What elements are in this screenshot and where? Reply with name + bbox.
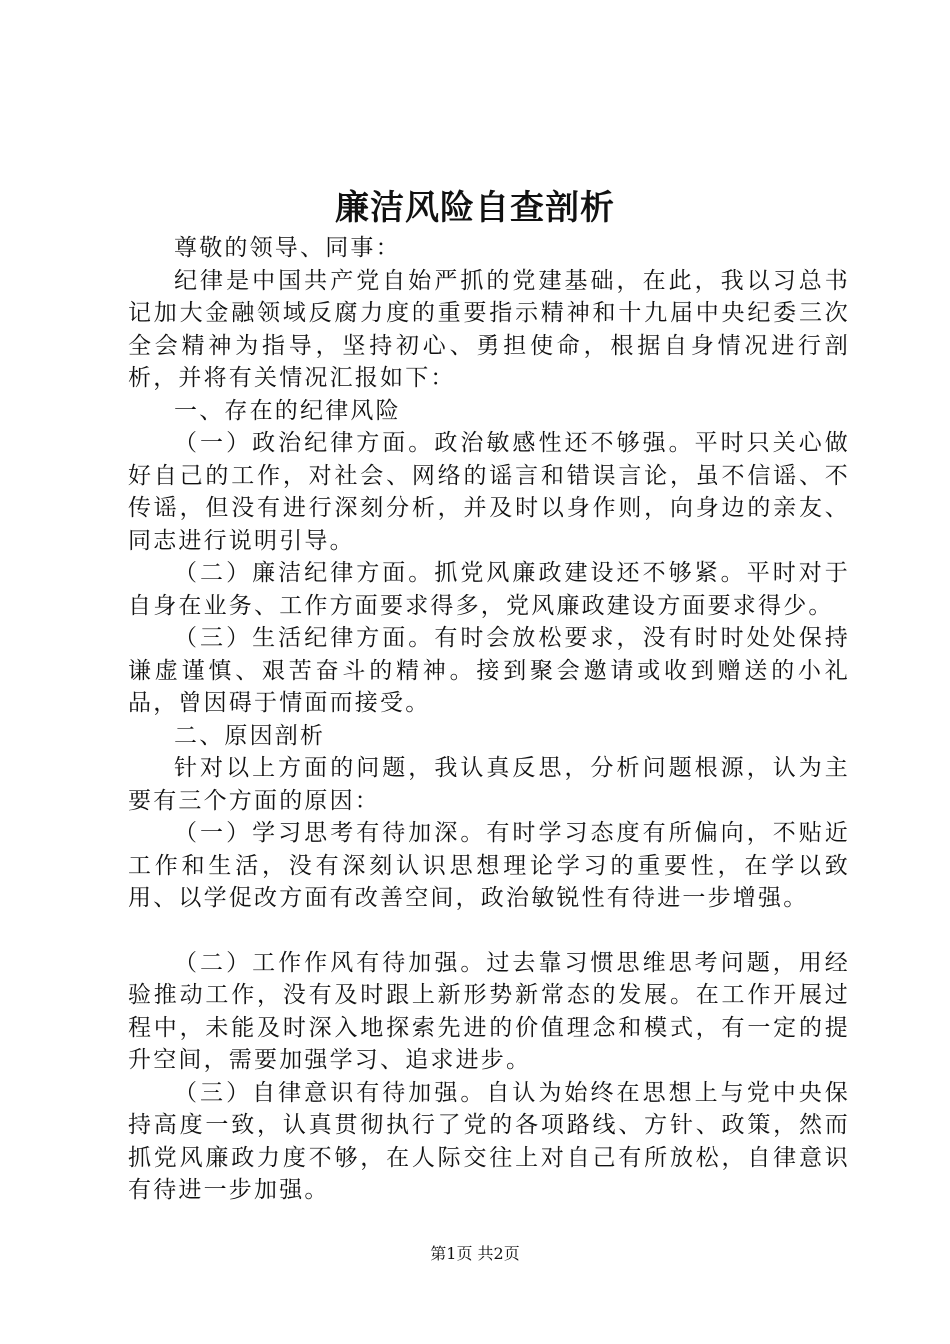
salutation: 尊敬的领导、同事： xyxy=(174,235,401,261)
section-heading-causes: 二、原因剖析 xyxy=(174,722,326,749)
risk-integrity-paragraph: （二）廉洁纪律方面。抓党风廉政建设还不够紧。平时对于自身在业务、工作方面要求得多，党风廉政建设方面要求得少。 xyxy=(128,560,850,619)
risk-political-paragraph: （一）政治纪律方面。政治敏感性还不够强。平时只关心做好自己的工作，对社会、网络的谣言和错误言论，虽不信谣、不传谣，但没有进行深刻分析，并及时以身作则，向身边的亲友、同志进行说明引导。 xyxy=(128,430,850,554)
risk-life-paragraph: （三）生活纪律方面。有时会放松要求，没有时时处处保持谦虚谨慎、艰苦奋斗的精神。接到聚会邀请或收到赠送的小礼品，曾因碍于情面而接受。 xyxy=(128,625,850,716)
cause-workstyle-paragraph: （二）工作作风有待加强。过去靠习惯思维思考问题，用经验推动工作，没有及时跟上新形势新常态的发展。在工作开展过程中，未能及时深入地探索先进的价值理念和模式，有一定的提升空间，需要加强学习、追求进步。 xyxy=(128,949,850,1073)
cause-study-paragraph: （一）学习思考有待加深。有时学习态度有所偏向，不贴近工作和生活，没有深刻认识思想理论学习的重要性，在学以致用、以学促改方面有改善空间，政治敏锐性有待进一步增强。 xyxy=(128,820,850,911)
causes-intro-paragraph: 针对以上方面的问题，我认真反思，分析问题根源，认为主要有三个方面的原因： xyxy=(128,755,850,814)
intro-paragraph: 纪律是中国共产党自始严抓的党建基础，在此，我以习总书记加大金融领域反腐力度的重要指示精神和十九届中央纪委三次全会精神为指导，坚持初心、勇担使命，根据自身情况进行剖析，并将有关情况汇报如下： xyxy=(128,267,850,391)
section-heading-risks: 一、存在的纪律风险 xyxy=(174,397,401,424)
document-body xyxy=(128,232,850,1207)
cause-selfdiscipline-paragraph: （三）自律意识有待加强。自认为始终在思想上与党中央保持高度一致，认真贯彻执行了党的各项路线、方针、政策，然而抓党风廉政力度不够，在人际交往上对自己有所放松，自律意识有待进一步加强。 xyxy=(128,1079,850,1203)
page-footer: 第1页 共2页 xyxy=(430,1244,520,1263)
document-title: 廉洁风险自查剖析 xyxy=(335,188,615,228)
